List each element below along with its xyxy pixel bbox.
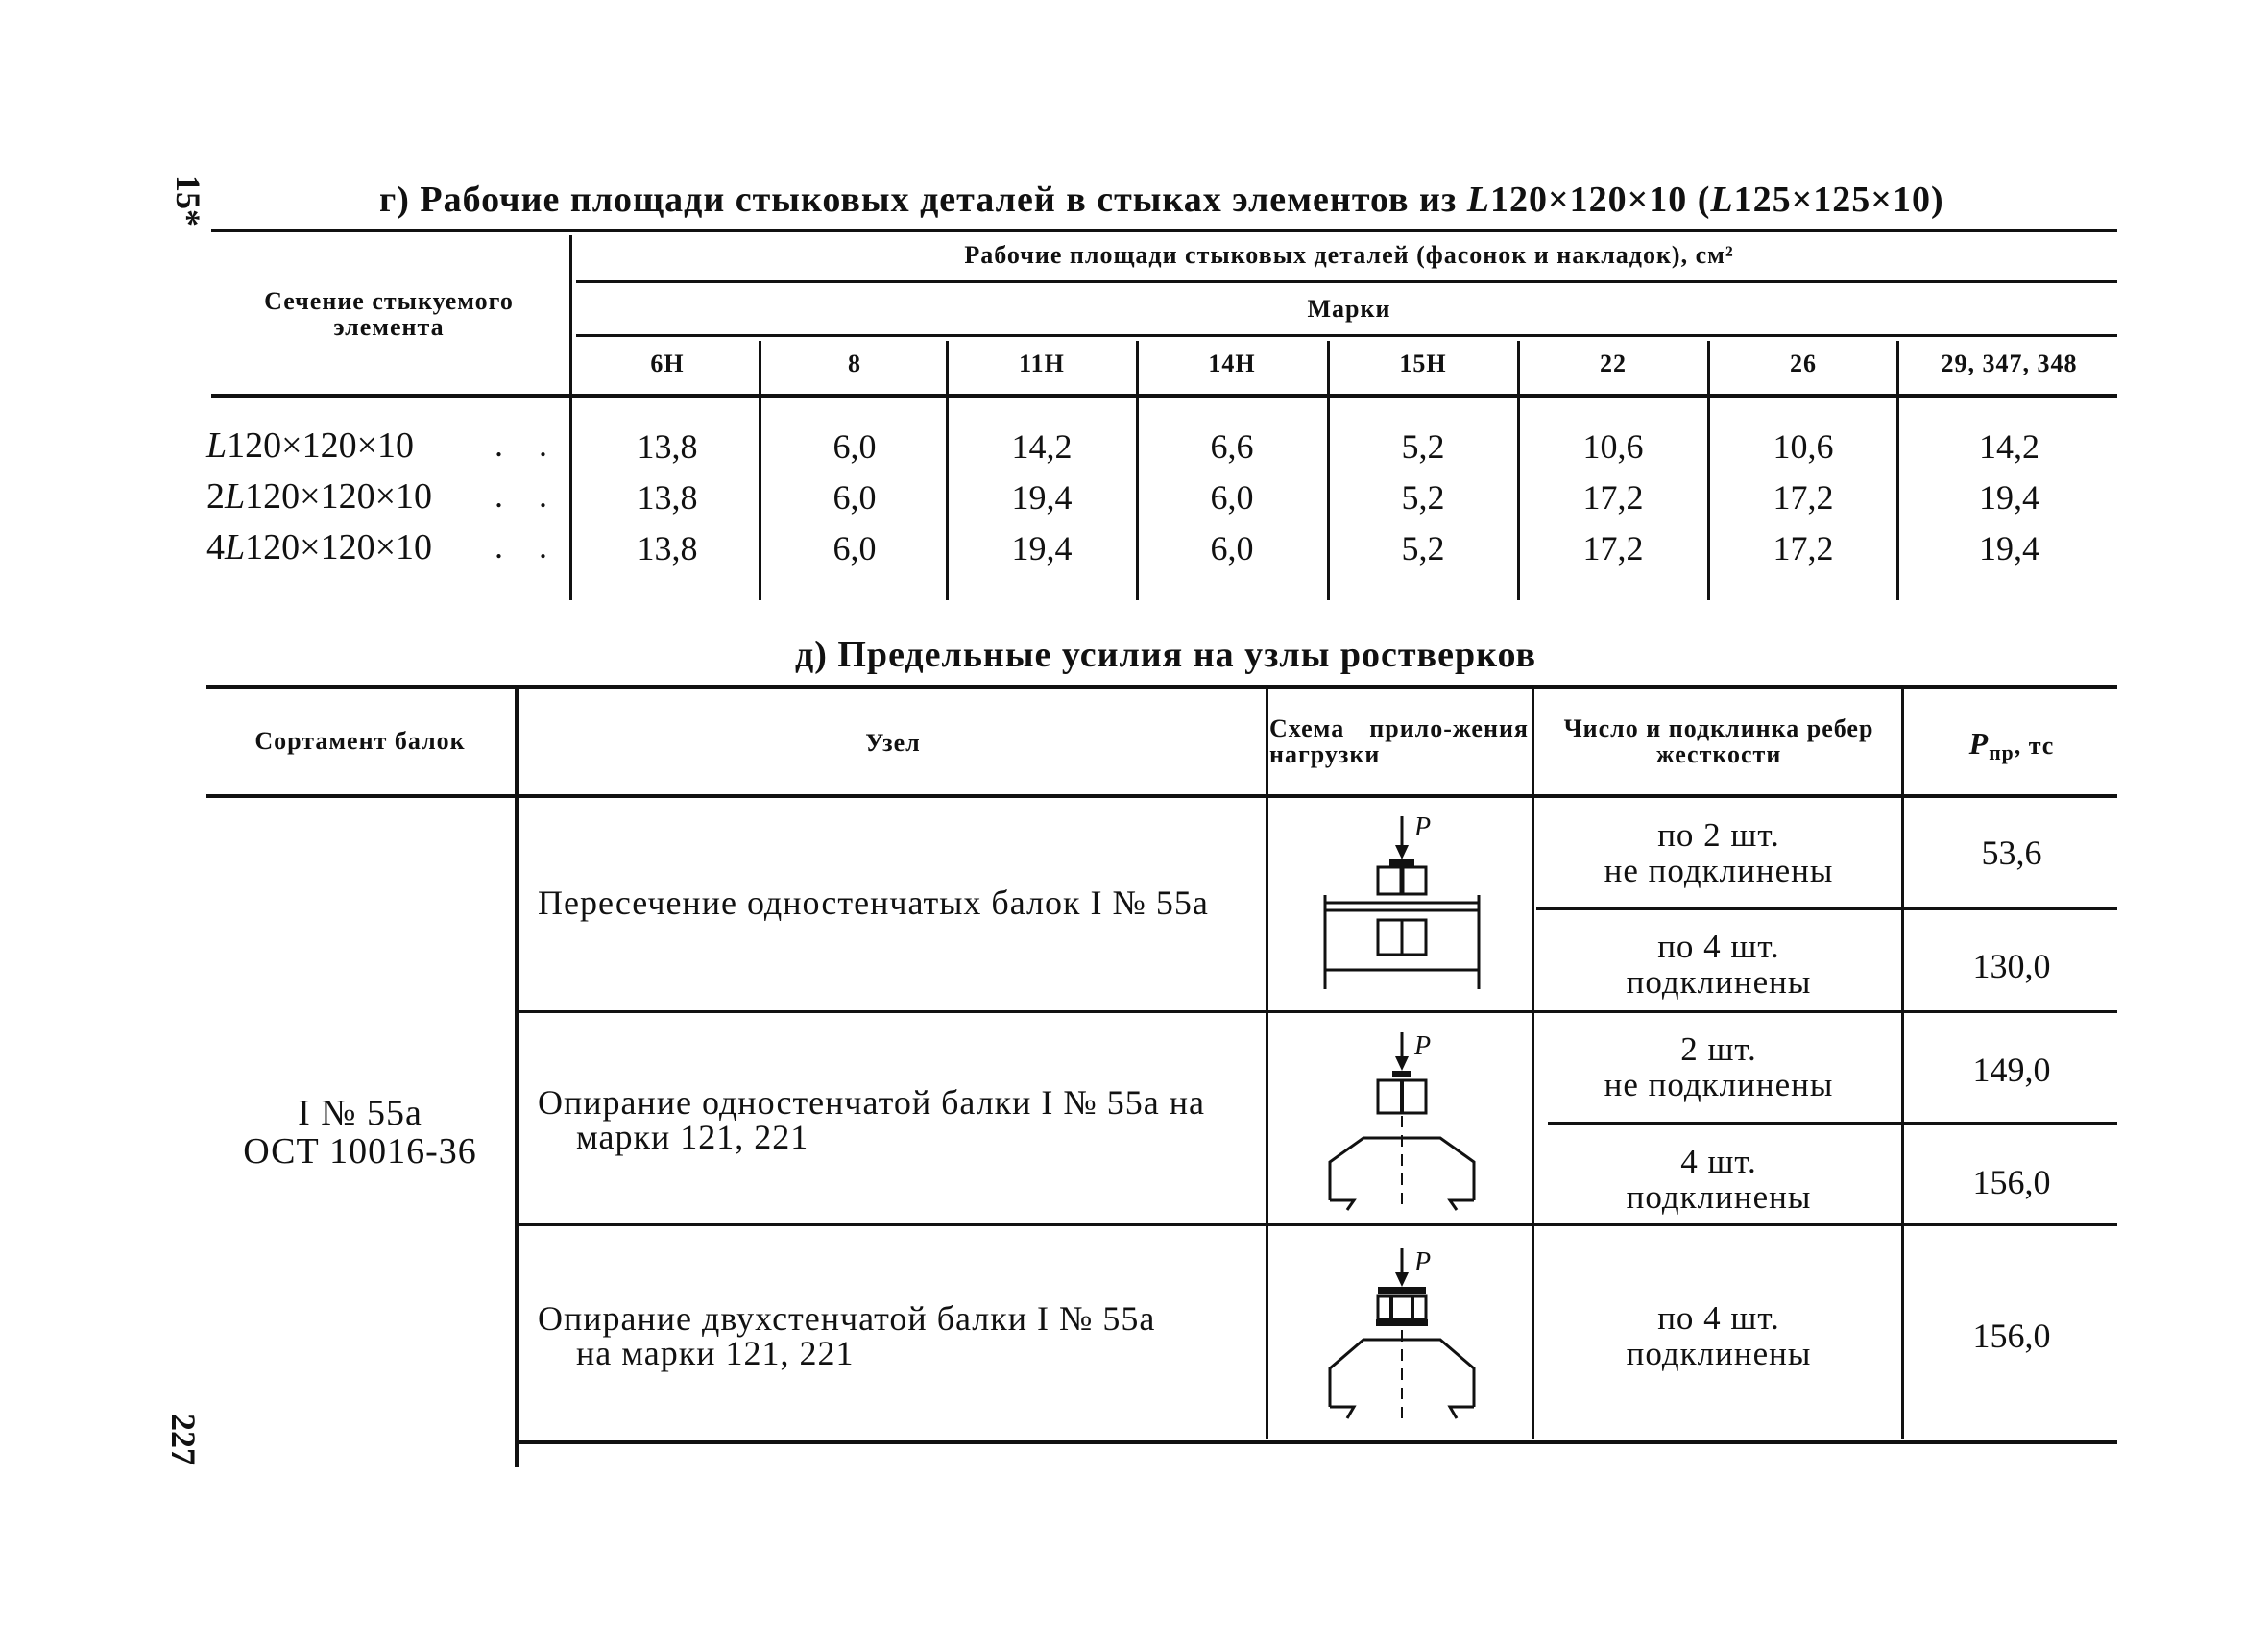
table-g-cell: 13,8 bbox=[637, 529, 698, 568]
node-cell bbox=[538, 1301, 1258, 1370]
table-g-row-leader: . . bbox=[495, 425, 561, 464]
table-d-group-rule bbox=[519, 1223, 2117, 1226]
assortment-line: I № 55а bbox=[298, 1093, 422, 1133]
table-g-column-header: 26 bbox=[1790, 350, 1817, 377]
table-d-sub-rule bbox=[1536, 907, 2117, 910]
table-g-cell: 6,0 bbox=[1210, 478, 1254, 517]
table-g-header-areas: Рабочие площади стыковых деталей (фасонок и накладок), см² bbox=[964, 241, 1734, 269]
table-d-col-divider bbox=[1266, 689, 1268, 1439]
force-unit: , тс bbox=[2014, 732, 2055, 760]
node-cell: Пересечение одностенчатых балок I № 55а bbox=[538, 883, 1209, 922]
ribs-line: не подклинены bbox=[1604, 1065, 1834, 1103]
force-subscript: пр bbox=[1989, 741, 2015, 765]
ribs-line: подклинены bbox=[1626, 1177, 1812, 1216]
table-g-row-label: 2L120×120×10 bbox=[206, 476, 433, 517]
table-g-column-header: 22 bbox=[1600, 350, 1627, 377]
table-g-column-header: 11Н bbox=[1019, 350, 1065, 377]
table-g-cell: 6,0 bbox=[832, 529, 877, 568]
table-d-col-divider bbox=[1532, 689, 1534, 1439]
table-g-cell: 19,4 bbox=[1979, 478, 2039, 517]
table-g-cell: 5,2 bbox=[1401, 478, 1445, 517]
table-g-cell: 19,4 bbox=[1011, 478, 1073, 517]
table-d-header-node: Узел bbox=[865, 729, 921, 757]
double-web-support-scheme-icon bbox=[1311, 1244, 1493, 1436]
table-g-cell: 5,2 bbox=[1401, 427, 1445, 466]
load-label: P bbox=[1414, 1247, 1432, 1277]
table-d-header-scheme: Схема прило-жения нагрузки bbox=[1269, 714, 1529, 769]
table-g-col-divider bbox=[759, 341, 761, 600]
table-g-cell: 19,4 bbox=[1011, 529, 1073, 568]
table-g-section-divider bbox=[569, 235, 572, 600]
table-g-marks-rule bbox=[576, 334, 2117, 337]
table-g-row-label: L120×120×10 bbox=[206, 425, 415, 466]
load-label: P bbox=[1414, 1031, 1432, 1061]
table-g-cell: 14,2 bbox=[1979, 427, 2039, 466]
table-g-col-divider bbox=[1707, 341, 1710, 600]
page-number: 227 bbox=[164, 1414, 203, 1465]
table-g-row-leader: . . bbox=[495, 527, 561, 566]
table-g-cell: 17,2 bbox=[1582, 529, 1644, 568]
ribs-cell bbox=[1541, 818, 1896, 889]
force-symbol: P bbox=[1968, 726, 1990, 761]
ribs-line: 2 шт. bbox=[1680, 1030, 1757, 1068]
ribs-line: не подклинены bbox=[1604, 851, 1834, 889]
ribs-cell bbox=[1541, 930, 1896, 1001]
table-g-header-bottom-rule bbox=[211, 394, 2117, 398]
table-g-column-header: 14Н bbox=[1208, 350, 1256, 377]
table-g-row-label: 4L120×120×10 bbox=[206, 527, 433, 568]
ribs-cell bbox=[1541, 1145, 1896, 1216]
margin-top-label: 15* bbox=[169, 175, 207, 227]
ribs-cell bbox=[1541, 1301, 1896, 1372]
table-g-areas-rule bbox=[576, 280, 2117, 283]
table-g-col-divider bbox=[1517, 341, 1520, 600]
table-d-col-divider bbox=[1901, 689, 1904, 1439]
table-g-row-leader: . . bbox=[495, 476, 561, 515]
table-g-cell: 10,6 bbox=[1582, 427, 1644, 466]
force-cell: 156,0 bbox=[1972, 1317, 2051, 1355]
table-d-header-assortment: Сортамент балок bbox=[254, 727, 466, 755]
table-g-cell: 13,8 bbox=[637, 427, 698, 466]
table-g-cell: 17,2 bbox=[1773, 478, 1834, 517]
table-g-cell: 13,8 bbox=[637, 478, 698, 517]
table-d-header-ribs: Число и подклинка ребер жесткости bbox=[1563, 714, 1874, 769]
node-line: марки 121, 221 bbox=[576, 1118, 809, 1156]
node-line: на марки 121, 221 bbox=[576, 1334, 855, 1372]
table-g-cell: 6,6 bbox=[1210, 427, 1254, 466]
table-g-column-header: 8 bbox=[848, 350, 861, 377]
ribs-line: подклинены bbox=[1626, 962, 1812, 1001]
table-d-header-bottom-rule bbox=[206, 794, 2117, 798]
table-g-cell: 6,0 bbox=[832, 478, 877, 517]
table-g-col-divider bbox=[946, 341, 949, 600]
table-g-cell: 6,0 bbox=[1210, 529, 1254, 568]
table-g-cell: 5,2 bbox=[1401, 529, 1445, 568]
table-g-header-section: Сечение стыкуемого элемента bbox=[264, 287, 514, 342]
table-g-cell: 6,0 bbox=[832, 427, 877, 466]
table-g-cell: 17,2 bbox=[1773, 529, 1834, 568]
node-cell bbox=[538, 1085, 1258, 1154]
table-d-header-force bbox=[1906, 728, 2117, 764]
table-g-column-header: 6Н bbox=[650, 350, 685, 377]
ribs-line: подклинены bbox=[1626, 1334, 1812, 1372]
table-g-top-rule bbox=[211, 229, 2117, 232]
node-line: Опирание одностенчатой балки I № 55а на bbox=[538, 1083, 1205, 1122]
table-g-cell: 10,6 bbox=[1773, 427, 1834, 466]
ribs-line: по 4 шт. bbox=[1657, 928, 1780, 965]
force-cell: 156,0 bbox=[1972, 1163, 2051, 1201]
ribs-line: по 2 шт. bbox=[1657, 816, 1780, 854]
beam-intersection-scheme-icon bbox=[1311, 807, 1493, 999]
table-g-col-divider bbox=[1896, 341, 1899, 600]
table-g-col-divider bbox=[1136, 341, 1139, 600]
node-line: Опирание двухстенчатой балки I № 55а bbox=[538, 1299, 1156, 1338]
table-g-title: г) Рабочие площади стыковых деталей в стыках элементов из L120×120×10 (L125×125×10) bbox=[379, 180, 1944, 220]
force-cell: 130,0 bbox=[1972, 947, 2051, 985]
table-g-column-header: 15Н bbox=[1399, 350, 1447, 377]
table-g-header-marks: Марки bbox=[1307, 295, 1391, 323]
table-g-column-header: 29, 347, 348 bbox=[1941, 350, 2078, 377]
table-g-cell: 14,2 bbox=[1011, 427, 1073, 466]
assortment-line: ОСТ 10016-36 bbox=[243, 1130, 477, 1172]
single-web-support-scheme-icon bbox=[1311, 1028, 1493, 1220]
load-label: P bbox=[1414, 812, 1432, 842]
table-d-sub-rule bbox=[1548, 1122, 2117, 1125]
table-g-cell: 17,2 bbox=[1582, 478, 1644, 517]
table-d-title: д) Предельные усилия на узлы ростверков bbox=[795, 635, 1537, 675]
force-cell: 53,6 bbox=[1981, 834, 2042, 872]
ribs-cell bbox=[1541, 1032, 1896, 1103]
ribs-line: по 4 шт. bbox=[1657, 1299, 1780, 1337]
table-d-group-rule bbox=[519, 1010, 2117, 1013]
ribs-line: 4 шт. bbox=[1680, 1143, 1757, 1180]
force-cell: 149,0 bbox=[1972, 1051, 2051, 1089]
table-d-col-divider bbox=[515, 689, 519, 1467]
table-d-top-rule bbox=[206, 685, 2117, 689]
assortment-cell bbox=[211, 1095, 509, 1172]
table-g-cell: 19,4 bbox=[1979, 529, 2039, 568]
table-d-bottom-rule bbox=[519, 1440, 2117, 1444]
table-g-col-divider bbox=[1327, 341, 1330, 600]
